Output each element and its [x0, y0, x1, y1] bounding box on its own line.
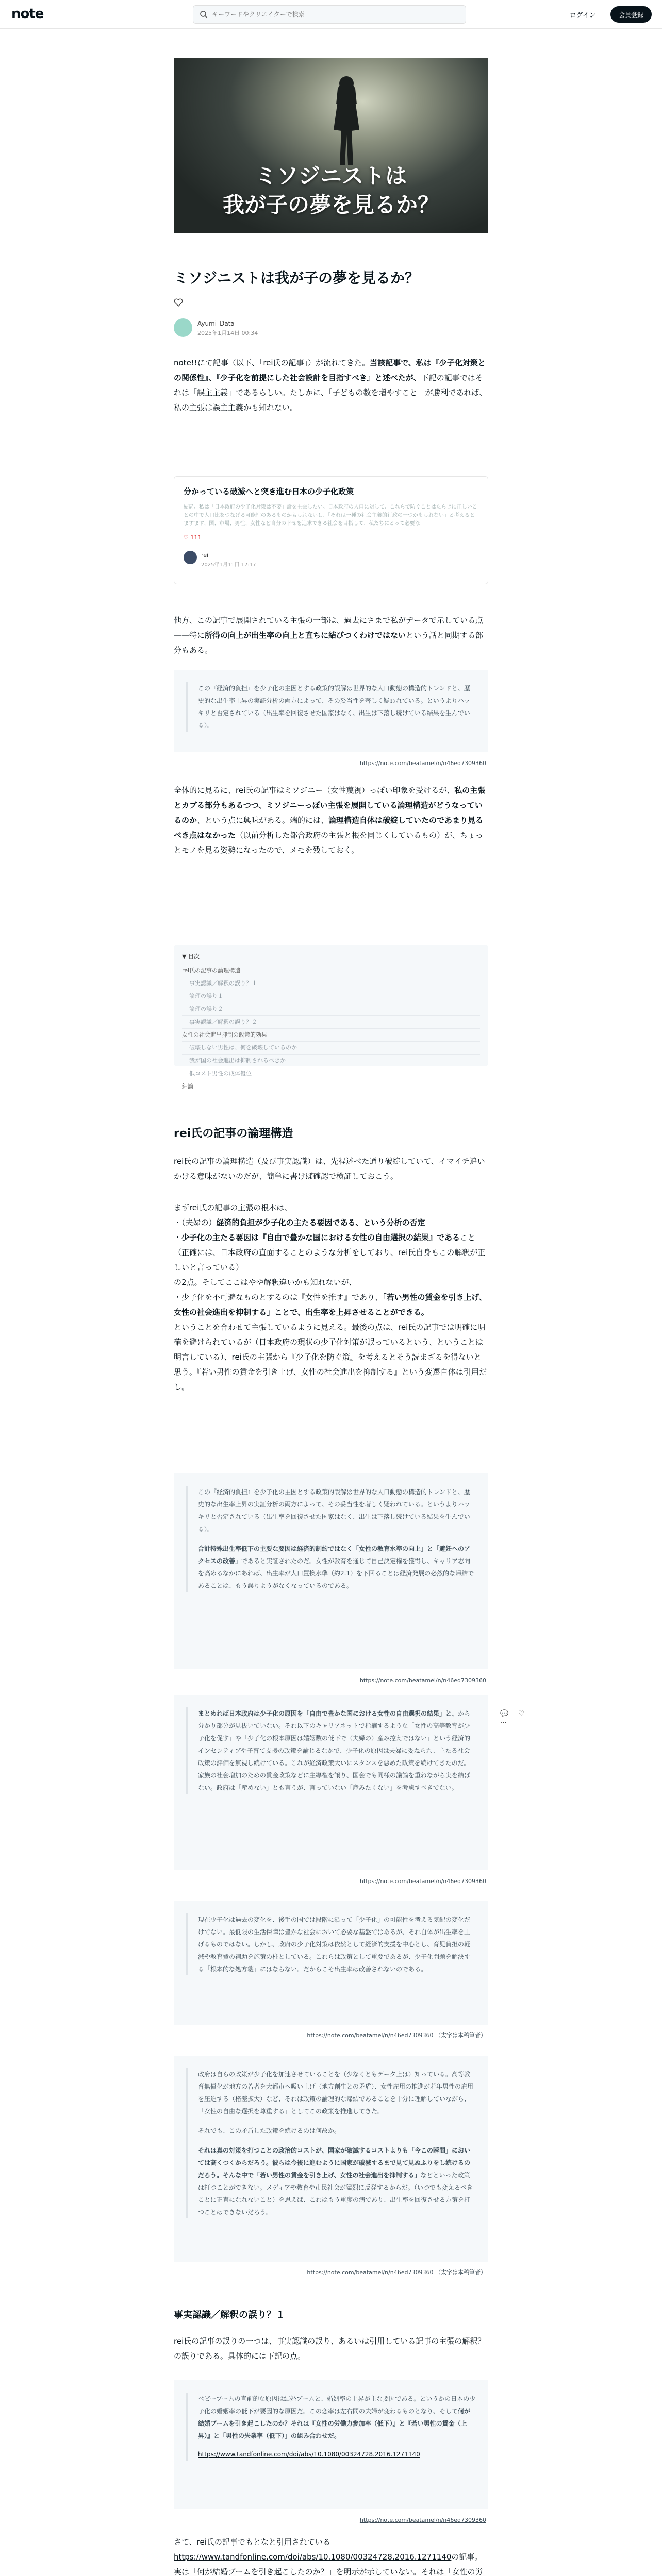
quote-2-para-b: であると実証されたのだ。女性が教育を通じて自己決定権を獲得し、キャリア志向を高めるなかにあれば、出生率が人口置換水準（約2.1）を下回ることは経済発展の必然的な帰結であることは、もう誤りようがなくなっているのである。: [198, 1557, 474, 1589]
quote-6-source[interactable]: https://note.com/beatamel/n/n46ed7309360: [359, 2517, 486, 2523]
previous-article-link[interactable]: 当該記事で、私は『少子化対策との関係性』、『少子化を前提にした社会設計を目指すべき』と述べたが、: [174, 358, 486, 382]
quote-4-url[interactable]: https://note.com/beatamel/n/n46ed7309360: [307, 2032, 434, 2039]
paragraph-6: rei氏の記事の誤りの一つは、事実認識の誤り、あるいは引用している記事の主張の解釈？の誤りである。具体的には下記の点。: [174, 2336, 486, 2361]
login-button[interactable]: ログイン: [562, 7, 603, 22]
p7-text-b: の記事。実は「何が結婚ブームを引き起こしたのか？」を明示が示していない。それは「女性の労: [174, 2552, 483, 2576]
intro-paragraph: [174, 355, 488, 415]
quote-4-text: 現在少子化は過去の変化を、後手の国では段階に沿って「少子化」の可能性を考える気配の変化だけでない。最低限の生活保障は豊かな社会において必要な基盤ではあるが、それ自体が出生率を上げるものではない。しかし、政府の少子化対策は依然として経済的支援を中心とし、育児負担の軽減や教育費の補助を施策の柱としている。これらは政策として重要であるが、少子化問題を解決する「根本的な処方箋」にはならない。だからこそ出生率は改善されないのである。: [186, 1913, 476, 1975]
share-actions: [500, 1708, 541, 1727]
like-heart-icon[interactable]: [174, 298, 183, 307]
toc-item[interactable]: 破壊しない男性は、何を破壊しているのか: [182, 1042, 480, 1055]
quote-3-text: [186, 1707, 476, 1794]
quote-5-url[interactable]: https://note.com/beatamel/n/n46ed7309360: [307, 2269, 434, 2276]
p5-bold-1: 経済的負担が少子化の主たる要因である、という分析の否定: [216, 1218, 425, 1227]
p3-text-b: 、という点に興味がある。端的には、: [197, 816, 329, 825]
embed-likes: ♡ 111: [184, 534, 202, 541]
quote-6-para: ベビーブームの直前的な原因は結婚ブームと、婚姻率の上昇が主な要因である。というかの日本の少子化の婚姻率の低下が要因的な原因だ。この恋率は左右間の夫婦が変わるものとなり、そして: [198, 2395, 476, 2415]
quote-5-para-b: それでも、この矛盾した政策を続けるのは何故か。: [198, 2127, 341, 2134]
site-header: [0, 0, 662, 29]
search-icon: [200, 10, 208, 19]
author-avatar[interactable]: [174, 318, 192, 337]
embed-author: rei: [201, 552, 209, 558]
paragraph-4: rei氏の記事の論理構造（及び事実認識）は、先程述べた通り破綻していて、イマイチ追いかける意味がないのだが、簡単に書けば確認で検証しておこう。: [174, 1157, 485, 1181]
tandfonline-link-2[interactable]: https://www.tandfonline.com/doi/abs/10.1080/00324728.2016.1271140: [174, 2552, 452, 2562]
quote-4-note: （太字は本稿筆者）: [435, 2032, 486, 2039]
toc-item[interactable]: 我が国の社会進出は抑制されるべきか: [182, 1055, 480, 1067]
toc-item[interactable]: 論理の誤り２: [182, 1003, 480, 1016]
author-block[interactable]: [174, 318, 488, 339]
p2-text-b: という話と同期する部分もある。: [174, 631, 484, 655]
p5-bullet: ・: [174, 1233, 182, 1242]
p5-bold-3: 「若い男性の賃金を引き上げ、女性の社会進出を抑制する」ことで、出生率を上昇させることができる。: [174, 1293, 487, 1317]
p3-text-c: （以前分析した都合政府の主張と根を同じくしているもの）が、ちょっとモノを見る姿勢になったので、メモを残しておく。: [174, 831, 484, 855]
embed-author-avatar: [184, 551, 197, 564]
paragraph-2: [174, 613, 488, 658]
search-box[interactable]: [193, 5, 466, 24]
section-heading-misread-1: 事実認識／解釈の誤り？１: [174, 2310, 285, 2320]
note-logo[interactable]: note: [11, 6, 44, 22]
p5-text-e: の2点。そしてここはやや解釈違いかも知れないが、: [174, 1278, 357, 1287]
embed-description: 結局、私は「日本政府の少子化対策は不要」論を主張したい。日本政府の人口に対して、これらで防ぐことはたらきに正しいことの中で人口比をつなげる可能性のあるものかもしれないし、「それは一種の社会主義的行政の一つかもしれない」と考えるとますます、国、市場、男性、女性など自分の幸せを追求できる社会を目指して、私たちにとって必要な: [184, 504, 477, 527]
toc-item[interactable]: 女性の社会進出抑制の政策的効果: [182, 1029, 480, 1042]
p5-line: まずrei氏の記事の主張の根本は、: [174, 1203, 292, 1212]
paragraph-5: [174, 1200, 488, 1395]
p5-bullet: ・少子化を不可避なものとするのは『女性を推す』であり、: [174, 1293, 383, 1302]
paragraph-3: [174, 783, 488, 858]
p7-text: さて、rei氏の記事でもとなと引用されている: [174, 2537, 330, 2547]
comment-icon[interactable]: 💬: [500, 1710, 509, 1718]
p5-bold-2: 少子化の主たる要因は『自由で豊かな国における女性の自由選択の結果』である: [181, 1233, 460, 1242]
quote-1-source[interactable]: https://note.com/beatamel/n/n46ed7309360: [359, 760, 486, 767]
publish-date: 2025年1月14日 00:34: [197, 330, 258, 336]
intro-text-2: 下記の記事ではそれは「誤主主義」であるらしい。たしかに、「子どもの数を増やすこと」が勝利であれば、私の主張は誤主主義かも知れない。: [174, 373, 487, 412]
table-of-contents: [174, 945, 488, 1090]
embed-title[interactable]: 分かっている破滅へと突き進む日本の少子化政策: [184, 487, 354, 496]
p3-bold-2: 論理構造自体は破綻していたのであまり見るべき点はなかった: [174, 816, 484, 840]
toc-item[interactable]: 論理の誤り１: [182, 990, 480, 1003]
quote-3-bold: まとめれば日本政府は少子化の原因を「自由で豊かな国における女性の自由選択の結果」と、: [198, 1710, 458, 1717]
blockquote-4: [174, 1901, 488, 2039]
quote-5-text: [186, 2068, 476, 2218]
p5-text-g: ということを合わせて主張しているように見える。最後の点は、rei氏の記事では明確に明確を避けられているが（日本政府の現状の少子化対策が誤っているという、ということは明言している）、rei氏の主張から『少子化を防ぐ策』を考えるとそう読まざるを得ないと思う。『若い男性の賃金を引き上げ、女性の社会進出を抑制する』という変遷自体は引用だし。: [174, 1323, 487, 1392]
quote-4-source[interactable]: [307, 2031, 486, 2039]
quote-5-bold: それは真の対策を打つことの政治的コストが、国家が破滅するコストよりも「今この瞬間」においては高くつくからだろう。彼らは今後に進むように国家が破滅するまで見て見ぬふりをし続けるのだろう。そんな中で「若い男性の賃金を引き上げ、女性の社会進出を抑制する」: [198, 2147, 471, 2179]
paragraph-7: [174, 2535, 488, 2576]
girl-silhouette-icon: [328, 73, 365, 166]
blockquote-3: [174, 1695, 488, 1885]
more-icon[interactable]: ⋯: [500, 1719, 507, 1727]
p2-text: 他方、この記事で展開されている主張の一部は、過去にさまで私がデータで示している点——特に: [174, 616, 484, 640]
quote-6-bold: 何が結婚ブームを引き起こしたのか？それは『女性の労働力参加率（低下）』と『若い男性の賃金（上昇）』と「男性の失業率（低下）」の組み合わせだ。: [198, 2408, 471, 2439]
signup-button[interactable]: 会員登録: [610, 6, 652, 23]
quote-1-text: この『経済的負担』を少子化の主因とする政策的誤解は世界的な人口動態の構造的トレンドと、歴史的な出生率上昇の実証分析の両方によって、その妥当性を著しく疑われている。というよりハッキリと否定されている（出生率を回復させた国家はなく、出生は下落し続けている結果を生んでいる）。: [186, 682, 476, 732]
tandfonline-link[interactable]: https://www.tandfonline.com/doi/abs/10.1080/00324728.2016.1271140: [198, 2451, 420, 2458]
blockquote-2: [174, 1473, 488, 1684]
intro-text: note!!にて記事（以下、「rei氏の記事」）が流れてきた。: [174, 358, 370, 367]
author-name[interactable]: Ayumi_Data: [197, 320, 235, 327]
quote-2-para-a: この『経済的負担』を少子化の主因とする政策的誤解は世界的な人口動態の構造的トレンドと、歴史的な出生率上昇の実証分析の両方によって、その妥当性を著しく疑われている。というよりハッキリと否定されている（出生率を回復させた国家はなく、出生は下落し続けている結果を生んでいる）。: [198, 1488, 470, 1533]
quote-5-source[interactable]: [307, 2268, 486, 2276]
hero-title: ミソジニストは 我が子の夢を見るか？: [222, 163, 439, 217]
quote-2-bold: 合計特殊出生率低下の主要な要因は経済的制約ではなく「女性の教育水準の向上」と「避妊へのアクセスの改善」: [198, 1545, 471, 1565]
toc-item[interactable]: 事実認識／解釈の誤り？２: [182, 1016, 480, 1029]
p3-bold: 私の主張とカブる部分もあるつつ、ミソジニーっぽい主張を展開している論理構造がどうなっているのか: [174, 786, 486, 825]
quote-2-source[interactable]: https://note.com/beatamel/n/n46ed7309360: [359, 1677, 486, 1684]
blockquote-5: [174, 2056, 488, 2276]
hero-image: [174, 58, 488, 233]
quote-3-source[interactable]: https://note.com/beatamel/n/n46ed7309360: [359, 1878, 486, 1885]
toc-item[interactable]: 低コスト男性の成体優位: [182, 1067, 480, 1080]
quote-2-text: [186, 1486, 476, 1592]
embedded-article-card[interactable]: [174, 476, 488, 584]
embed-date: 2025年1月11日 17:17: [201, 562, 256, 568]
quote-5-note: （太字は本稿筆者）: [435, 2269, 486, 2276]
like-side-icon[interactable]: ♡: [518, 1710, 524, 1718]
quote-5-para-a: 政府は自らの政策が少子化を加速させていることを（少なくともデータ上は）知っている。高等教育無償化が地方の若者を大都市へ吸い上げ（地方創生との矛盾）、女性雇用の推進が若年男性の雇用を圧迫する（格差拡大）など、それは政策の論理的な帰結であることを十分に理解していながら、「女性の自由な選択を尊重する」としてこの政策を推進してきた。: [198, 2071, 474, 2115]
quote-3-para: から分かり部分が見抜いていない。それ以下のキャリアネットで指摘するような「女性の高等教育が少子化を促す」や「少子化の根本原因は婚姻数の低下で（夫婦の）産み控えではない」という経済的インセンティブや子育て支援の政策を論じるなかで、少子化の原因は夫婦に委ねられ、主たる社会政策の評価を無視し続けている。これが経済政策大いにスタンスを悪めた政策を続けてきたのだ。家族の社会増加のための賃金政策などに主導権を譲り、国会でも同様の議論を重ねながら実を結ばない。政府は「産めない」とも言うが、言っていない「産みたくない」を考慮すべきでない。: [198, 1710, 471, 1791]
quote-6-text: [186, 2393, 476, 2461]
section-heading-structure: rei氏の記事の論理構造: [174, 1127, 293, 1140]
p2-bold: 所得の向上が出生率の向上と直ちに結びつくわけではない: [205, 631, 406, 640]
quote-5-para-c: などといった政策は打つことができない。メディアや教育や市民社会が猛烈に反発するからだ。（いつでも変えるべきことに正直になれないこと）を思えば、これはもう重度の病であり、出生率を回復させる方策を打つことはできないだろう。: [198, 2172, 473, 2216]
p3-text: 全体的に見るに、rei氏の記事はミソジニー（女性蔑視）っぽい印象を受けるが、: [174, 786, 455, 795]
article-title: ミソジニストは我が子の夢を見るか？: [174, 269, 420, 286]
p5-bullet: ・（夫婦の）: [174, 1218, 217, 1227]
blockquote-1: [174, 670, 488, 767]
toc-item[interactable]: 事実認識／解釈の誤り？１: [182, 977, 480, 990]
toc-item[interactable]: rei氏の記事の論理構造: [182, 964, 480, 977]
p5-text-d: こと（正確には、日本政府の直面することのような分析をしており、rei氏自身もこの解釈が正しいと言っている）: [174, 1233, 486, 1272]
toc-heading[interactable]: ▼ 目次: [182, 953, 200, 960]
toc-item[interactable]: 結論: [182, 1080, 480, 1093]
search-input[interactable]: [212, 6, 459, 23]
blockquote-6: [174, 2380, 488, 2523]
